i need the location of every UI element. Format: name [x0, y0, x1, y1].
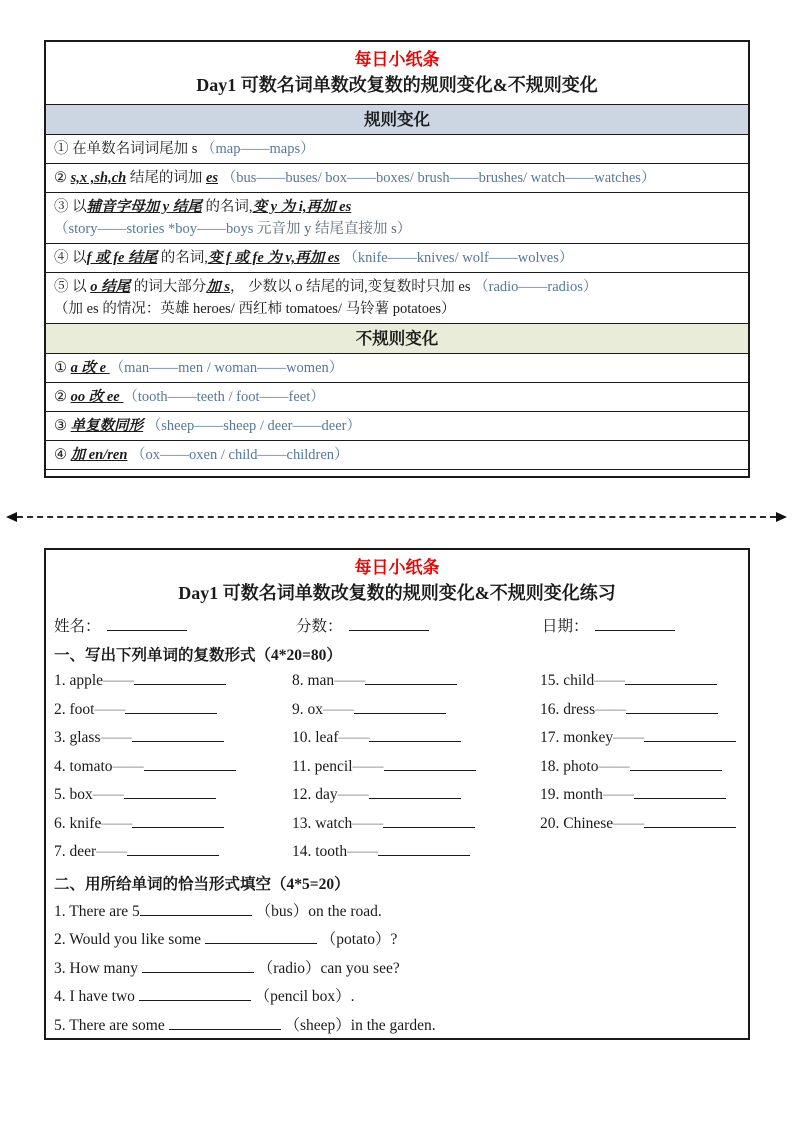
sentence-blank: [142, 959, 254, 973]
answer-blank: [132, 814, 224, 828]
sentence: [46, 927, 748, 956]
exercise-word: 12. day: [292, 786, 338, 803]
exercise-word: 2. foot: [54, 700, 95, 718]
exercise-word: 16. dress: [540, 700, 596, 718]
rule-key-text: o 结尾: [90, 279, 131, 295]
exercise-word: 8. man: [292, 672, 335, 689]
answer-blank: [127, 842, 219, 856]
rule-line: [54, 138, 740, 160]
rule-key-text: es: [205, 170, 219, 186]
exercise-word: 5. box: [54, 786, 93, 803]
exercise-item: [540, 757, 740, 786]
exercise-item: [292, 671, 540, 700]
answer-blank: [132, 728, 224, 742]
name-score-date-row: [46, 612, 748, 642]
exercise-item: [54, 814, 292, 843]
sentence-pre: 4. I have two: [54, 988, 139, 1005]
exercise-dash: ——: [595, 700, 627, 718]
rule-key-text: f 或 fe 结尾: [86, 250, 158, 266]
exercise-dash: ——: [598, 757, 630, 775]
page-break-divider: [6, 511, 787, 523]
exercise-column: [540, 671, 740, 871]
example-text: （radio——radios）: [474, 279, 598, 295]
exercise-dash: ——: [347, 843, 379, 860]
answer-blank: [625, 671, 717, 685]
exercise-title: 每日小纸条: [354, 558, 440, 577]
rule-key-text: s,x ,sh,ch: [70, 170, 127, 186]
exercise-item: [54, 842, 292, 871]
rule-text: 结尾的词加: [126, 170, 206, 186]
exercise-item: [54, 757, 292, 786]
note-title: 每日小纸条: [354, 50, 440, 69]
answer-blank: [630, 757, 722, 771]
exercise-item: [292, 785, 540, 814]
rule-key-text: 加 s: [206, 279, 231, 295]
exercise-dash: ——: [112, 757, 144, 775]
date-field-blank: [595, 617, 675, 631]
answer-blank: [369, 785, 461, 799]
exercise-item: [54, 785, 292, 814]
rules-table: [46, 104, 748, 470]
rule-key-text: a 改 e: [70, 360, 110, 376]
rule-row: [46, 135, 748, 164]
rule-key-text: 单复数同形: [70, 418, 144, 434]
exercise-word: 10. leaf: [292, 729, 339, 746]
left-arrow-icon: [6, 512, 17, 522]
exercise-item: [540, 700, 740, 729]
exercise-word: 9. ox: [292, 700, 323, 718]
example-text: （story——stories *boy——boys: [54, 221, 257, 237]
exercise-word: 13. watch: [292, 814, 353, 832]
rule-row: [46, 164, 748, 193]
fill-in-sentences: [46, 899, 748, 1042]
table-section-header: 规则变化: [46, 105, 748, 135]
rule-text: ①: [54, 360, 71, 376]
sentence-post: （sheep）in the garden.: [280, 1016, 436, 1034]
sentence-pre: 3. How many: [54, 959, 142, 977]
answer-blank: [365, 671, 457, 685]
exercise-word: 17. monkey: [540, 729, 614, 746]
rule-row: [46, 193, 748, 244]
exercise-item: [292, 814, 540, 843]
section1-heading: 一、写出下列单词的复数形式（4*20=80）: [54, 647, 342, 664]
exercise-dash: ——: [338, 729, 370, 746]
score-field: [296, 614, 429, 636]
note-subtitle: Day1 可数名词单数改复数的规则变化&不规则变化: [196, 75, 598, 95]
exercise-item: [540, 785, 740, 814]
answer-blank: [383, 814, 475, 828]
rule-key-text: 辅音字母加 y 结尾: [86, 199, 202, 215]
exercise-dash: ——: [94, 700, 126, 718]
rule-key-text: 变 f 或 fe 为 v,再加 es: [207, 250, 340, 266]
answer-blank: [378, 842, 470, 856]
rule-text: ③ 以: [54, 199, 87, 215]
rule-row: [46, 383, 748, 412]
exercise-dash: ——: [101, 814, 133, 832]
exercise-item: [292, 700, 540, 729]
name-field-label: 姓名：: [54, 618, 101, 635]
exercise-item: [54, 728, 292, 757]
sentence: [46, 1013, 748, 1042]
plural-exercise-grid: [46, 671, 748, 871]
exercise-word: 18. photo: [540, 757, 599, 775]
exercise-item: [54, 671, 292, 700]
example-text: （map——maps）: [201, 141, 315, 157]
exercise-dash: ——: [103, 672, 135, 689]
answer-blank: [626, 700, 718, 714]
rule-text: 的名词,: [201, 199, 253, 215]
sentence-post: （bus）on the road.: [251, 902, 382, 920]
exercise-dash: ——: [100, 729, 132, 746]
rule-text: ④: [54, 447, 71, 463]
exercise-item: [54, 700, 292, 729]
section2-heading: 二、用所给单词的恰当形式填空（4*5=20）: [54, 875, 350, 893]
sentence-post: （pencil box）.: [250, 988, 355, 1005]
rule-text: ②: [54, 389, 71, 405]
exercise-dash: ——: [96, 843, 128, 860]
sentence-blank: [205, 930, 317, 944]
answer-blank: [634, 785, 726, 799]
rule-text: （加 es 的情况：英雄 heroes/ 西红柿 tomatoes/ 马铃薯 potatoes）: [54, 301, 456, 317]
exercise-dash: ——: [352, 814, 384, 832]
exercise-dash: ——: [352, 757, 384, 775]
exercise-dash: ——: [92, 786, 124, 803]
exercise-dash: ——: [323, 700, 354, 718]
exercise-word: 6. knife: [54, 814, 102, 832]
rule-row: [46, 412, 748, 441]
exercise-item: [540, 728, 740, 757]
rule-row: [46, 244, 748, 273]
exercise-dash: ——: [602, 786, 634, 803]
example-text: （sheep——sheep / deer——deer）: [143, 418, 361, 434]
exercise-subtitle: Day1 可数名词单数改复数的规则变化&不规则变化练习: [178, 583, 616, 603]
rule-key-text: 变 y 为 i,再加 es: [252, 199, 352, 215]
rule-text: 元音加 y 结尾直接加 s）: [257, 221, 412, 237]
rule-line: [54, 298, 740, 320]
exercise-column: [292, 671, 540, 871]
rule-text: ⑤ 以: [54, 279, 91, 295]
rule-text: ②: [54, 170, 71, 186]
answer-blank: [369, 728, 461, 742]
sentence-post: （radio）can you see?: [253, 959, 400, 977]
rule-line: [54, 167, 740, 189]
exercise-item: [540, 814, 740, 843]
sentence: [46, 984, 748, 1013]
answer-blank: [354, 700, 446, 714]
exercise-item: [292, 728, 540, 757]
rule-row: [46, 441, 748, 470]
rule-line: [54, 196, 740, 218]
sentence: [46, 899, 748, 928]
sentence-blank: [140, 902, 252, 916]
exercise-word: 1. apple: [54, 672, 104, 689]
rule-text: ④ 以: [54, 250, 87, 266]
rule-key-text: oo 改 ee: [70, 389, 124, 405]
rule-line: [54, 357, 740, 379]
sentence: [46, 956, 748, 985]
rule-text: ③: [54, 418, 71, 434]
rule-row: [46, 354, 748, 383]
answer-blank: [384, 757, 476, 771]
exercise-word: 15. child: [540, 672, 595, 689]
answer-blank: [644, 728, 736, 742]
answer-blank: [134, 671, 226, 685]
answer-blank: [125, 700, 217, 714]
exercise-dash: ——: [613, 814, 645, 832]
example-text: （man——men / woman——women）: [109, 360, 344, 376]
exercise-word: 7. deer: [54, 843, 97, 860]
sentence-pre: 1. There are 5: [54, 902, 140, 920]
rule-text: 的名词,: [157, 250, 208, 266]
exercise-dash: ——: [334, 672, 366, 689]
exercise-word: 20. Chinese: [540, 814, 614, 832]
exercise-dash: ——: [337, 786, 369, 803]
rule-text: 的词大部分: [130, 279, 207, 295]
exercise-dash: ——: [594, 672, 626, 689]
right-arrow-icon: [776, 512, 787, 522]
rules-note-box: [44, 40, 750, 478]
rule-line: [54, 444, 740, 466]
answer-blank: [124, 785, 216, 799]
name-field: [54, 614, 187, 636]
date-field: [542, 614, 675, 636]
answer-blank: [644, 814, 736, 828]
name-field-blank: [107, 617, 187, 631]
exercise-dash: ——: [613, 729, 645, 746]
table-section-header: 不规则变化: [46, 324, 748, 354]
rule-line: [54, 218, 740, 240]
example-text: （bus——buses/ box——boxes/ brush——brushes/ watch——watches）: [218, 170, 656, 186]
exercise-word: 3. glass: [54, 729, 101, 746]
rule-text: ， 少数以 o 结尾的词,变复数时只加 es: [230, 279, 475, 295]
exercise-word: 4. tomato: [54, 757, 113, 775]
dashed-line: [17, 516, 776, 518]
exercise-item: [292, 842, 540, 871]
example-text: （ox——oxen / child——children）: [127, 447, 349, 463]
sentence-pre: 5. There are some: [54, 1016, 169, 1034]
answer-blank: [144, 757, 236, 771]
rule-line: [54, 415, 740, 437]
exercise-word: 14. tooth: [292, 843, 348, 860]
rule-line: [54, 386, 740, 408]
sentence-blank: [169, 1016, 281, 1030]
score-field-label: 分数：: [296, 618, 343, 635]
date-field-label: 日期：: [542, 618, 589, 635]
sentence-pre: 2. Would you like some: [54, 931, 205, 948]
sentence-post: （potato）?: [316, 931, 398, 948]
score-field-blank: [349, 617, 429, 631]
exercise-word: 11. pencil: [292, 757, 353, 775]
exercise-box: [44, 548, 750, 1040]
rule-line: [54, 276, 740, 298]
exercise-word: 19. month: [540, 786, 603, 803]
sentence-blank: [139, 987, 251, 1001]
exercise-item: [292, 757, 540, 786]
rule-text: ① 在单数名词词尾加 s: [54, 141, 202, 157]
exercise-item: [540, 671, 740, 700]
rule-row: [46, 273, 748, 324]
rule-line: [54, 247, 740, 269]
exercise-column: [54, 671, 292, 871]
example-text: （tooth——teeth / foot——feet）: [123, 389, 325, 405]
rule-key-text: 加 en/ren: [70, 447, 128, 463]
example-text: （knife——knives/ wolf——wolves）: [339, 250, 574, 266]
